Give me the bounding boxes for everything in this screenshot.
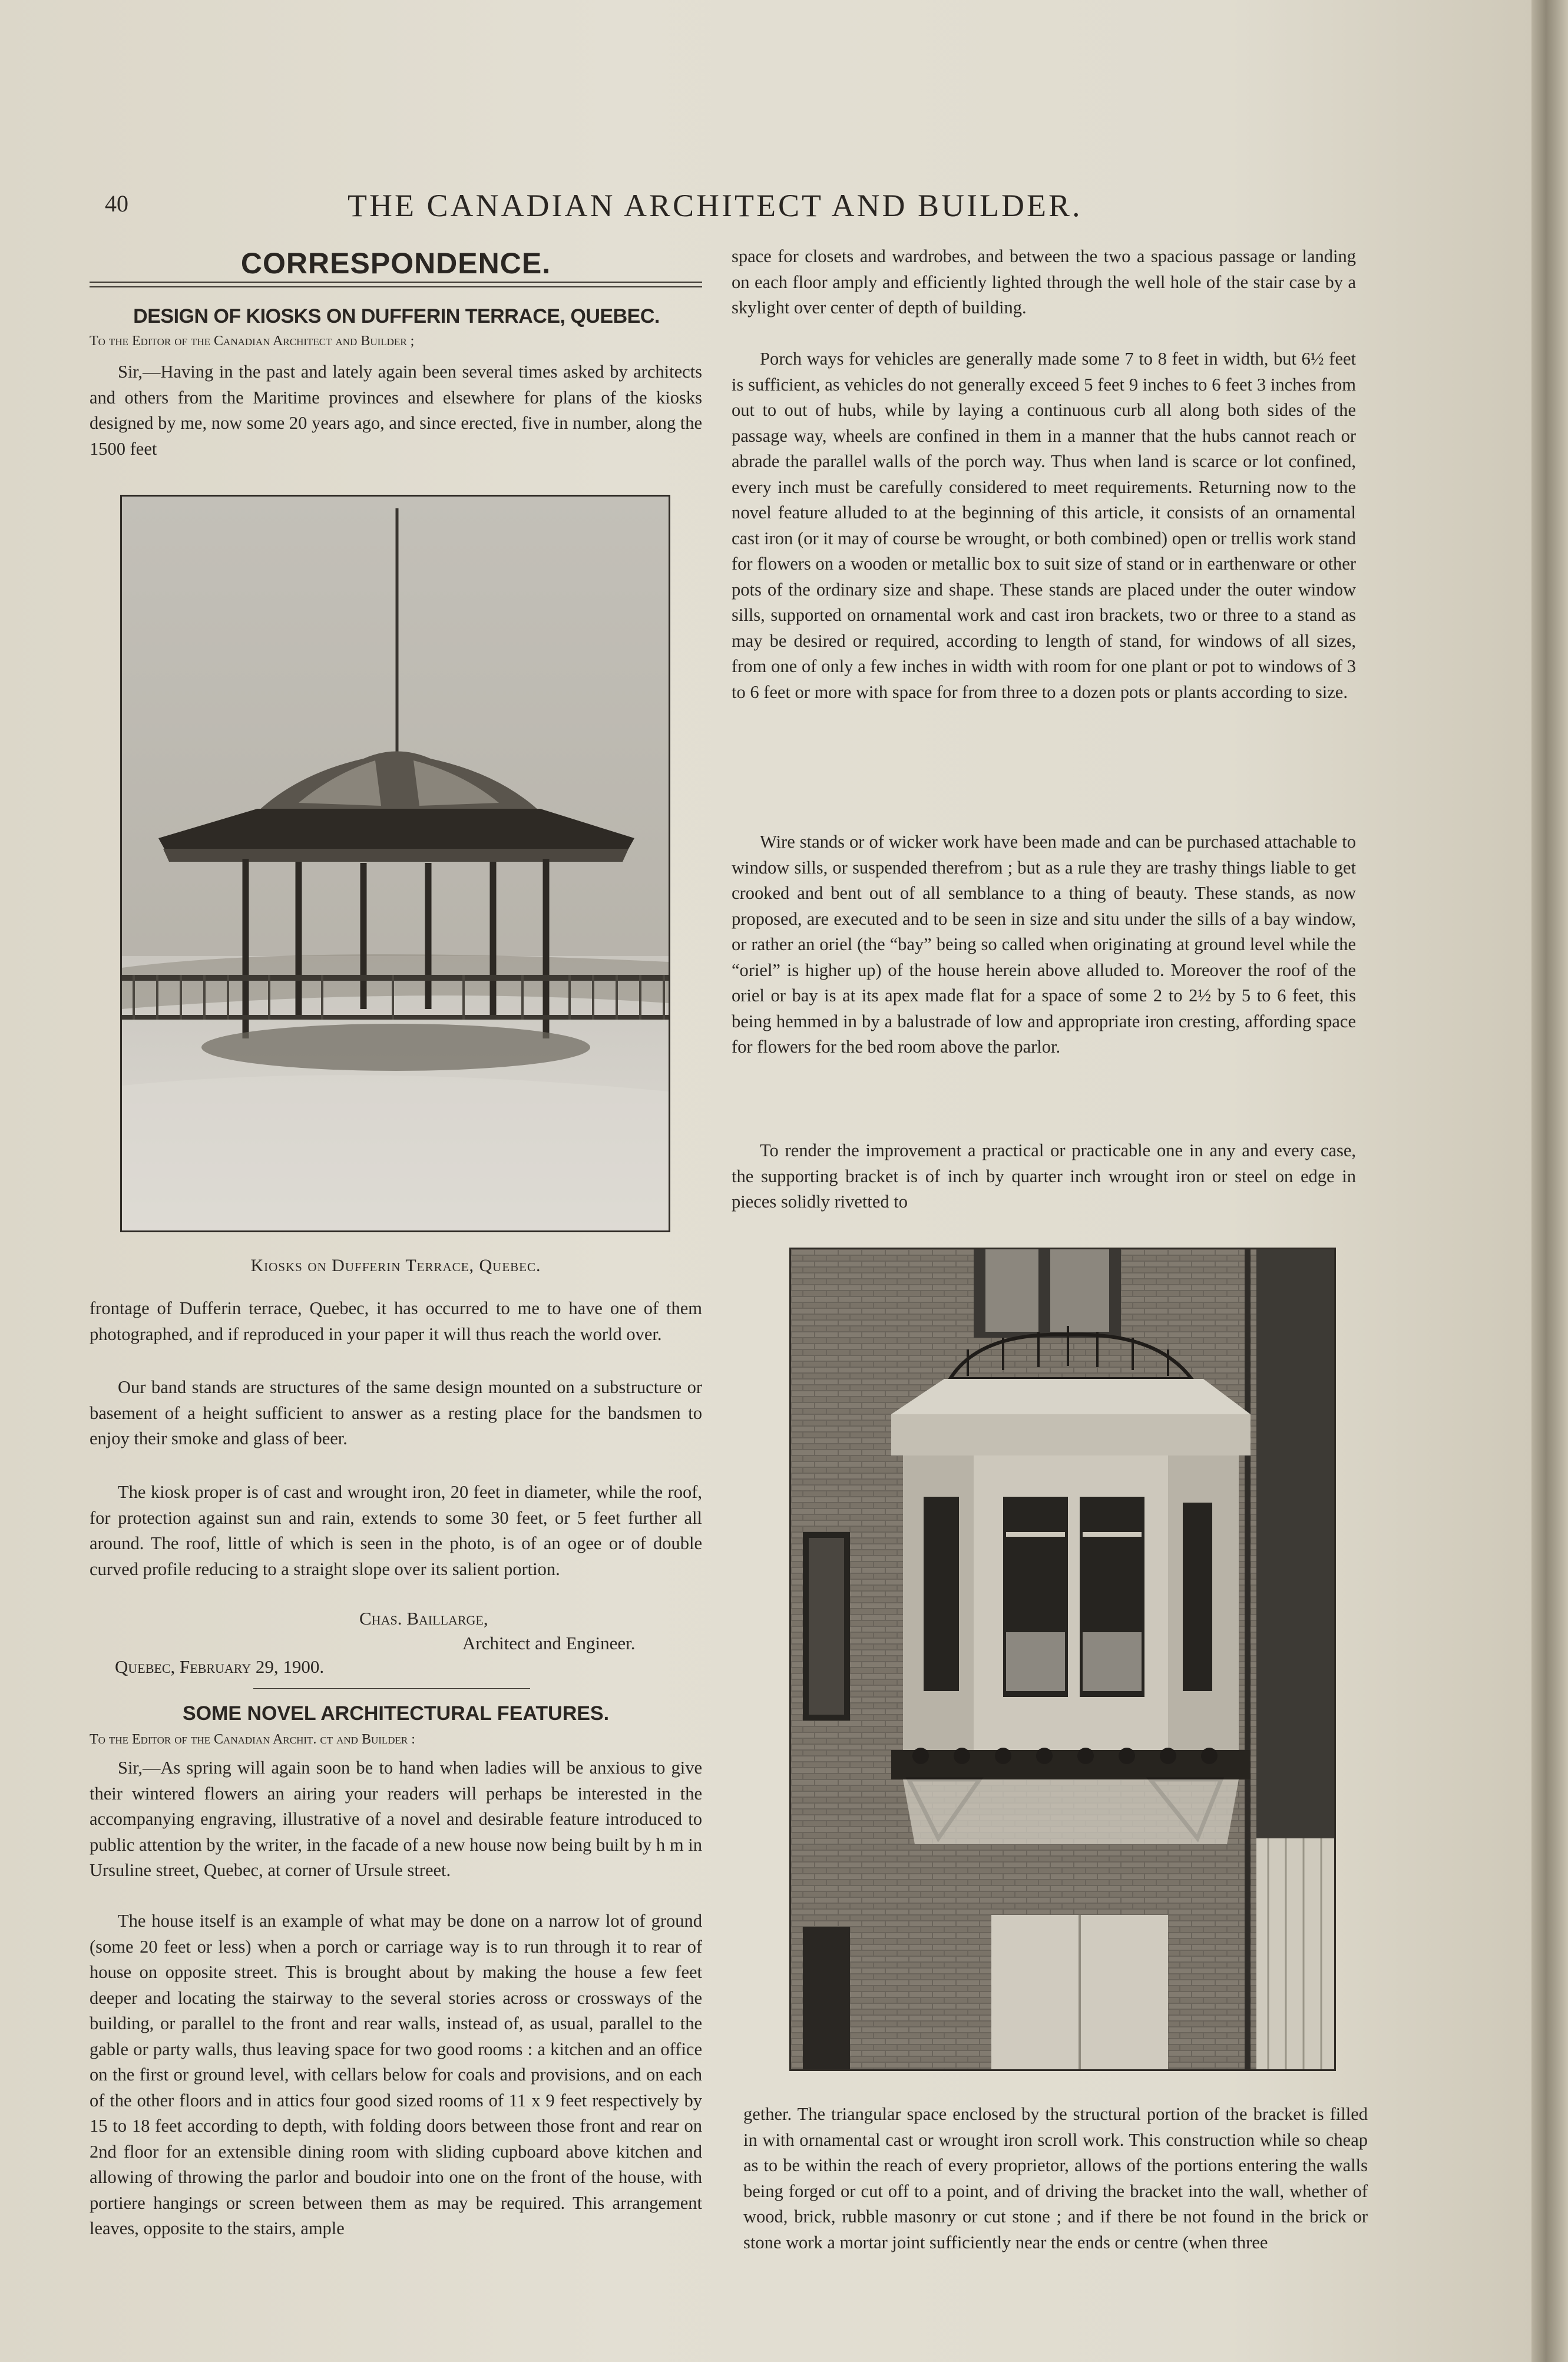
editor-address: To the Editor of the Canadian Architect and Builder ;	[90, 333, 415, 349]
page-edge	[1531, 0, 1568, 2362]
signature-title: Architect and Engineer.	[462, 1633, 636, 1653]
article-paragraph: frontage of Dufferin terrace, Quebec, it has occurred to me to have one of them photographed, and if reproduced in your paper it will thus reach the world over.	[90, 1298, 702, 1344]
article-paragraph: The house itself is an example of what may be done on a narrow lot of ground (some 20 feet or less) when a porch or carriage way is to run through it to rear of house on opposite street. This is brought about by making the house a few feet deeper and locating the stairway to the several stories across or crossways of the building, or parallel to the front and rear walls, instead of, as usual, parallel to the gable or party walls, thus leaving space for two good rooms : a kitchen and an office on the first or ground level, with cellars below for coals and provisions, and on each of the other floors and in attics four good sized rooms of 11 x 9 feet respectively by 15 to 18 feet according to depth, with folding doors between those front and rear on 2nd floor for an extensible dining room with sliding cupboard above kitchen and allowing of throwing the parlor and boudoir into one on the front of the house, with portiere hangings or screen between them as may be required. This arrangement leaves, opposite to the stairs, ample	[90, 1911, 702, 2238]
heading-rule-bottom	[90, 286, 702, 287]
oriel-window-illustration	[791, 1249, 1334, 2069]
signature-name: Chas. Baillarge,	[359, 1608, 488, 1629]
editor-address: To the Editor of the Canadian Archit. ct and Builder :	[90, 1732, 415, 1747]
photo-caption: Kiosks on Dufferin Terrace, Quebec.	[250, 1256, 541, 1275]
article-title: SOME NOVEL ARCHITECTURAL FEATURES.	[182, 1702, 610, 1725]
section-heading: CORRESPONDENCE.	[240, 247, 551, 280]
page-number: 40	[105, 190, 128, 217]
kiosk-photograph	[120, 495, 670, 1232]
running-title: THE CANADIAN ARCHITECT AND BUILDER.	[348, 188, 1083, 223]
heading-rule-top	[90, 282, 702, 283]
article-paragraph: Our band stands are structures of the same design mounted on a substructure or basement of a height sufficient to answer as a resting place for the bandsmen to enjoy their smoke and glass of beer.	[90, 1377, 702, 1448]
article-paragraph: Sir,—Having in the past and lately again been several times asked by architects and others from the Maritime provinces and elsewhere for plans of the kiosks designed by me, now some 20 years ago, and since erected, five in number, along the 1500 feet	[90, 362, 702, 459]
article-paragraph: space for closets and wardrobes, and between the two a spacious passage or landing on each floor amply and efficiently lighted through the well hole of the stair case by a skylight over center of depth of building.	[732, 246, 1356, 317]
article-paragraph: gether. The triangular space enclosed by the structural portion of the bracket is filled in with ornamental cast or wrought iron scroll work. This construction while so cheap as to be within the reach of every proprietor, allows of the portions entering the walls being forged or cut off to a point, and of driving the bracket into the wall, whether of wood, brick, rubble masonry or cut stone ; and if there be not found in the brick or stone work a mortar joint sufficiently near the ends or centre (when three	[743, 2104, 1368, 2252]
article-paragraph: Sir,—As spring will again soon be to hand when ladies will be anxious to give their wintered flowers an airing your readers will perhaps be interested in the accompanying engraving, illustrative of a novel and desirable feature introduced to public attention by the writer, in the facade of a new house now being built by h m in Ursuline street, Quebec, at corner of Ursule street.	[90, 1758, 702, 1880]
kiosk-illustration	[122, 497, 669, 1230]
oriel-window-photograph	[789, 1248, 1336, 2071]
article-title: DESIGN OF KIOSKS ON DUFFERIN TERRACE, QUEBEC.	[133, 305, 660, 327]
article-paragraph: Wire stands or of wicker work have been made and can be purchased attachable to window sills, or suspended therefrom ; but as a rule they are trashy things liable to get crooked and bent out of all semblance to a thing of beauty. These stands, as now proposed, are executed and to be seen in size and situ under the sills of a bay window, or rather an oriel (the “bay” being so called when originating at ground level while the “oriel” is higher up) of the house herein above alluded to. Moreover the roof of the oriel or bay is at its apex made flat for a space of some 2 to 2½ by 5 to 6 feet, this being hemmed in by a balustrade of low and appropriate iron cresting, affording space for flowers for the bed room above the parlor.	[732, 832, 1356, 1057]
article-paragraph: Porch ways for vehicles are generally made some 7 to 8 feet in width, but 6½ feet is sufficient, as vehicles do not generally exceed 5 feet 9 inches to 6 feet 3 inches from out to out of hubs, while by laying a continuous curb all along both sides of the passage way, wheels are confined in them in a manner that the hubs cannot reach or abrade the parallel walls of the porch way. Thus when land is scarce or lot confined, every inch must be carefully considered to meet requirements. Returning now to the novel feature alluded to at the beginning of this article, it consists of an ornamental cast iron (or it may of course be wrought, or both combined) open or trellis work stand for flowers on a wooden or metallic box to suit size of stand or in earthenware or other pots of the ordinary size and shape. These stands are placed under the outer window sills, supported on ornamental work and cast iron brackets, two or three to a stand as may be desired or required, according to length of stand, for windows of all sizes, from one of only a few inches in width with room for one plant or pot to windows of 3 to 6 feet or more with space for from three to a dozen pots or plants according to size.	[732, 349, 1356, 702]
dateline: Quebec, February 29, 1900.	[115, 1656, 325, 1677]
article-separator	[253, 1688, 530, 1689]
article-paragraph: To render the improvement a practical or practicable one in any and every case, the supporting bracket is of inch by quarter inch wrought iron or steel on edge in pieces solidly rivetted to	[732, 1140, 1356, 1212]
article-paragraph: The kiosk proper is of cast and wrought iron, 20 feet in diameter, while the roof, for protection against sun and rain, extends to some 30 feet, or 5 feet further all around. The roof, little of which is seen in the photo, is of an ogee or of double curved profile reducing to a straight slope over its salient portion.	[90, 1482, 702, 1579]
